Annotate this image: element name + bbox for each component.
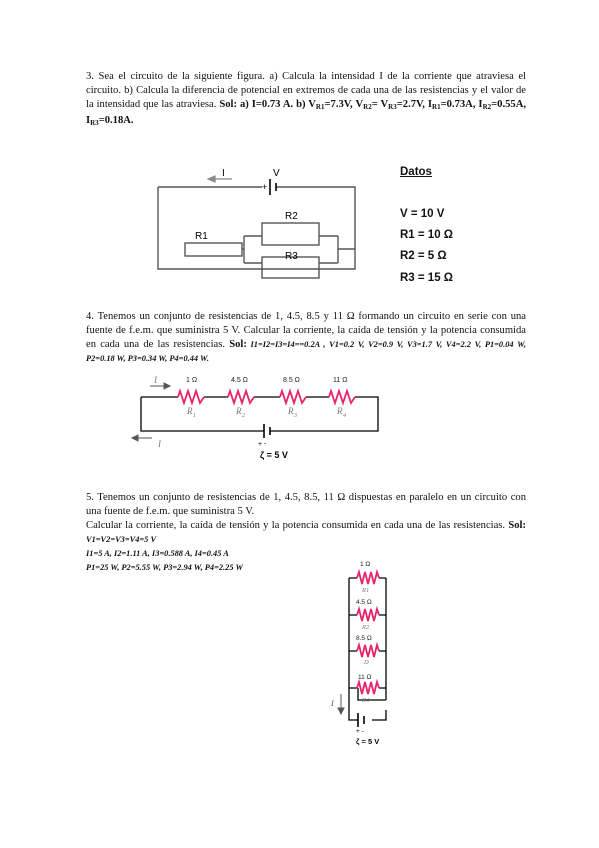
- problem-3-statement: 3. Sea el circuito de la siguiente figura. a) Calcula la intensidad I de la corriente que atraviesa el circuito. b) Calcula la diferencia de potencial en extremos de cada una de las resistencias y el valor de la intensidad que las atraviesa.: [86, 71, 526, 110]
- resistor-r3-label: R3: [285, 251, 298, 262]
- problem-5-solution-line1: V1=V2=V3=V4=5 V: [86, 535, 157, 544]
- problem-4-solution: I1=I2=I3=I4==0.2A , V1=0.2 V, V2=0.9 V, V3=1.7 V, V4=2.2 V, P1=0.04 W, P2=0.18 W, P3=0.34 W, P4=0.44 W.: [86, 340, 526, 363]
- resistor-subscript: 2: [242, 413, 245, 419]
- datos-item: R2 = 5 Ω: [400, 250, 447, 262]
- problem-5-solution-line2: I1=5 A, I2=1.11 A, I3=0.588 A, I4=0.45 A: [86, 549, 229, 558]
- resistor-r2-label: R2: [285, 211, 298, 222]
- resistor-label: R: [236, 406, 242, 416]
- voltage-label-V: V: [273, 168, 280, 179]
- resistor-label: D: [364, 659, 369, 666]
- current-label: I: [331, 699, 334, 708]
- emf-label: ζ = 5 V: [356, 737, 380, 746]
- resistor-value: 1 Ω: [360, 561, 371, 568]
- resistor-value: 4.5 Ω: [356, 599, 372, 606]
- emf-label: ζ = 5 V: [260, 450, 288, 460]
- problem-4-statement: 4. Tenemos un conjunto de resistencias de 1, 4.5, 8.5 y 11 Ω formando un circuito en serie con una fuente de f.e.m. que suministra 5 V. Calcular la corriente, la caída de tensión y la potencia consumida en cada una de las resistencias.: [86, 311, 526, 350]
- current-label-I: I: [222, 168, 225, 179]
- resistor-value: 8.5 Ω: [356, 635, 372, 642]
- problem-5-solution-label: Sol:: [508, 520, 526, 531]
- resistor-value: 11 Ω: [333, 377, 348, 384]
- problem-5-solution-line3: P1=25 W, P2=5.55 W, P3=2.94 W, P4=2.25 W: [86, 563, 243, 572]
- resistor-value: 1 Ω: [186, 377, 198, 384]
- resistor-r1-label: R1: [195, 231, 208, 242]
- resistor-subscript: 1: [193, 413, 196, 419]
- battery-signs: + -: [258, 441, 267, 448]
- resistor-subscript: 3: [294, 413, 297, 419]
- datos-item: R3 = 15 Ω: [400, 272, 454, 284]
- battery-signs: + -: [356, 728, 364, 735]
- resistor-label: R2: [362, 624, 370, 631]
- resistor-value: 4.5 Ω: [231, 377, 248, 384]
- datos-item: R1 = 10 Ω: [400, 229, 454, 241]
- problem-5-question: Calcular la corriente, la caída de tensión y la potencia consumida en cada una de las resistencias.: [86, 520, 509, 531]
- current-label-bottom: I: [158, 439, 161, 449]
- problem-4-solution-label: Sol:: [229, 339, 247, 350]
- datos-item: V = 10 V: [400, 208, 445, 220]
- datos-title: Datos: [400, 166, 432, 178]
- problem-5-statement: 5. Tenemos un conjunto de resistencias de 1, 4.5, 8.5, 11 Ω dispuestas en paralelo en un circuito con una fuente de f.e.m. que suministra 5 V.: [86, 492, 526, 517]
- resistor-value: 8.5 Ω: [283, 377, 300, 384]
- current-label-top: I: [154, 375, 157, 385]
- battery-plus-sign: +: [262, 182, 268, 192]
- resistor-label: R1: [362, 587, 370, 594]
- resistor-subscript: 4: [343, 413, 346, 419]
- resistor-label: R4: [362, 697, 370, 704]
- problem-3-solution: Sol: a) I=0.73 A. b) $V_{R1}=7.3V$, $V_{R2}= V_{R3}=2.7V$, $I_{R1}=0.73A$, $I_{R2}=0.55A$, $I_{R3}=0.18A$.: [86, 99, 526, 127]
- resistor-label: R: [187, 406, 193, 416]
- resistor-label: R: [337, 406, 343, 416]
- resistor-value: 11 Ω: [358, 674, 372, 681]
- resistor-label: R: [288, 406, 294, 416]
